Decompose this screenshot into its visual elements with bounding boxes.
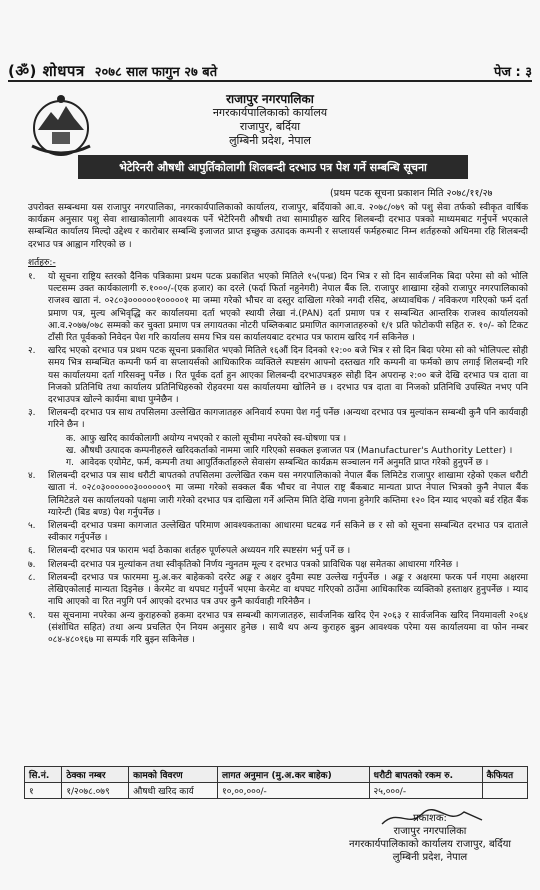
- publisher-block: [330, 812, 530, 864]
- column-header: धरौटी बापतको रकम रु.: [369, 767, 482, 783]
- column-header: कैफियत: [482, 767, 527, 783]
- notice-body: [28, 202, 528, 647]
- condition-item: ९. यस सूचनामा नपरेका अन्य कुराहरुको हकमा दरभाउ पत्र सम्बन्धी कागजातहरु, सार्वजनिक खरिद ऐन २०६३ र सार्वजनिक खरिद नियमावली २०६४ (संशोधित सहित) तथा अन्य प्रचलित ऐन नियम अनुसार हुनेछ । साथै थप अन्य कुराहरु बुझ्न आवश्यक परेमा यस कार्यालयमा वा फोन नम्बर ०८४-४८०१६७ मा सम्पर्क गरि बुझ्न सकिनेछ ।: [28, 610, 528, 645]
- column-header: ठेक्का नम्बर: [62, 767, 129, 783]
- publisher-line: नगरकार्यपालिकाको कार्यालय राजापुर, बर्दिया: [349, 839, 511, 850]
- table-header-row: [25, 767, 528, 783]
- table-cell: औषधी खरिद कार्य: [129, 783, 218, 799]
- office-province: लुम्बिनी प्रदेश, नेपाल: [229, 134, 311, 147]
- office-location: राजापुर, बर्दिया: [239, 120, 301, 133]
- column-header: सि.नं.: [25, 767, 62, 783]
- conditions-title: शर्तहरु:-: [28, 257, 56, 268]
- newspaper-brand: (ॐ) शोधपत्र: [8, 62, 85, 80]
- condition-item: ३. शिलबन्दी दरभाउ पत्र साथ तपसिलमा उल्लेखित कागजातहरु अनिवार्य रुपमा पेश गर्नु पर्नेछ ।अन्यथा दरभाउ पत्र मुल्यांकन सम्बन्धी कुनै पनि कार्यवाही गरिने छैन । क. आफु खरिद कार्यकोलागी अयोग्य नभएको र कालो सूचीमा नपरेको स्व-घोषणा पत्र । ख. औषधी उत्पादक कम्पनीहरुले खरिदकर्ताको नाममा जारि गरिएको सक्कल इजाजत पत्र (Manufacturer's Authority Letter) । ग. आवेदक एयोमेट, फर्म, कम्पनी तथा आपुर्तिकर्ताहरुले सेवासंग सम्बन्धित कार्यक्रम सञ्चालन गर्ने अनुमति प्राप्त गरेको हुनुपर्ने छ ।: [28, 408, 528, 469]
- office-subtitle: नगरकार्यपालिकाको कार्यालय: [212, 106, 328, 119]
- required-documents: [66, 433, 528, 470]
- sub-item: ग. आवेदक एयोमेट, फर्म, कम्पनी तथा आपुर्तिकर्ताहरुले सेवासंग सम्बन्धित कार्यक्रम सञ्चालन गर्ने अनुमति प्राप्त गरेको हुनुपर्ने छ ।: [66, 458, 489, 469]
- conditions-list: [28, 271, 528, 646]
- sub-item: ख. औषधी उत्पादक कम्पनीहरुले खरिदकर्ताको नाममा जारि गरिएको सक्कल इजाजत पत्र (Manufacturer's Authority Letter) ।: [66, 445, 513, 456]
- condition-item: २. खरिद भएको दरभाउ पत्र प्रथम पटक सूचना प्रकाशित भएको मितिले १६औं दिन दिनको १२:०० बजे भित्र र सो दिन बिदा परेमा सो को भोलिपल्ट सोही समय भित्र सम्बन्धित कम्पनी फर्म वा सप्लायर्सको आधिकारिक व्यक्तिले स्पष्टसंग आफ्नो दस्तखत गरि कम्पनी वा फर्मको छाप लगाई शिलबन्दी गरि यस कार्यालयमा दर्ता गरिसक्नु पर्नेछ । रित पूर्वक दर्ता हुन आएका शिलबन्दी दरभाउपत्रहरु सोही दिन अपरान्ह २:०० बजे देखि दरभाउ पत्र दाता वा निजको प्रतिनिधि तथा कार्यालय प्रतिनिधिहरुको रोहवरमा यस कार्यालयमा खोलिने छ । दरभाउ पत्र दाता वा निजको प्रतिनिधि उपस्थित नभए पनि दरभाउपत्र खोल्ने कार्यमा बाधा पुग्नेछैन ।: [28, 346, 528, 406]
- condition-item: ५. शिलबन्दी दरभाउ पत्रमा कागजात उल्लेखित परिमाण आवश्यकताका आधारमा घटबढ गर्न सकिने छ र सो को सूचना सम्बन्धित दरभाउ पत्र दाताले स्वीकार गर्नुपर्नेछ ।: [28, 521, 528, 544]
- condition-item: ६. शिलबन्दी दरभाउ पत्र फाराम भर्दा ठेकाका शर्तहरु पूर्णरुपले अध्ययन गरि स्पष्टसंग भर्नु पर्ने छ ।: [28, 546, 351, 557]
- office-name: राजापुर नगरपालिका: [226, 92, 314, 106]
- government-emblem-icon: [26, 90, 96, 160]
- contract-table: [24, 766, 528, 799]
- publisher-line: राजापुर नगरपालिका: [393, 826, 467, 837]
- table-cell: १०,००,०००/-: [218, 783, 370, 799]
- table-cell: १/२०७८.०७९: [62, 783, 129, 799]
- office-block: [140, 92, 400, 148]
- notice-intro: उपरोक्त सम्बन्धमा यस राजापुर नगरपालिका, नगरकार्यपालिकाको कार्यालय, राजापुर, बर्दियाको आ.व. २०७८/०७९ को पशु सेवा तर्फको स्वीकृत वार्षिक कार्यक्रम अनुसार पशु सेवा शाखाकोलागी आवश्यक पर्ने भेटेरिनरी औषधी तथा सामाग्रीहरु खरिद शिलबन्दी दरभाउ पत्रको माध्यमबाट गर्नुपर्ने भएकाले सम्बन्धित कार्यालय मिल्दो उद्देश्य र कारोबार सम्बन्धि इजाजत प्राप्त इच्छुक उत्पादक कम्पनी र सप्लायर्स फर्महरुबाट निम्न शर्तहरुको अधिनमा रहि शिलबन्दी दरभाउ पत्र आह्वान गरिएको छ ।: [28, 203, 528, 250]
- table-row: [25, 783, 528, 799]
- table-cell: १: [25, 783, 62, 799]
- column-header: लागत अनुमान (मु.अ.कर बाहेक): [218, 767, 370, 783]
- newspaper-header: [8, 62, 532, 82]
- table-cell: २५,०००/-: [369, 783, 482, 799]
- condition-item: ८. शिलबन्दी दरभाउ पत्र फारममा मु.अ.कर बाहेकको दररेट अङ्क र अक्षर दुवैमा स्पष्ट उल्लेख गर्नुपर्नेछ । अङ्क र अक्षरमा फरक पर्न गएमा अक्षरमा लेखिएकोलाई मान्यता दिइनेछ । केरमेट वा थपघट गर्नुपर्ने भएमा केरमेट वा थपघट गरिएको ठाउँमा आधिकारिक व्यक्तिको हस्ताक्षर हुनुपर्नेछ । म्याद नाघि आएको वा रित नपुगि पर्न आएको दरभाउ पत्र उपर कुनै कार्यवाही गरिनेछैन ।: [28, 572, 528, 608]
- column-header: कामको विवरण: [129, 767, 218, 783]
- publication-date: (प्रथम पटक सूचना प्रकाशन मिति २०७८/११/२७: [330, 188, 493, 199]
- sub-item: क. आफु खरिद कार्यकोलागी अयोग्य नभएको र कालो सूचीमा नपरेको स्व-घोषणा पत्र ।: [66, 433, 347, 444]
- condition-item: ७. शिलबन्दी दरभाउ पत्र मुल्यांकन तथा स्वीकृतिको निर्णय न्युनतम मूल्य र दरभाउ पत्रको प्राविधिक पक्ष समेतका आधारमा गरिनेछ ।: [28, 559, 459, 570]
- notice-title: भेटेरिनरी औषधी आपुर्तिकोलागी शिलबन्दी दरभाउ पत्र पेश गर्ने सम्बन्धि सूचना: [78, 155, 468, 179]
- table-cell: [482, 783, 527, 799]
- publisher-line: लुम्बिनी प्रदेश, नेपाल: [392, 852, 468, 863]
- condition-item: १. यो सूचना राष्ट्रिय स्तरको दैनिक पत्रिकामा प्रथम पटक प्रकाशित भएको मितिले १५(पन्ध्र) दिन भित्र र सो दिन सार्वजनिक बिदा परेमा सो को भोलि पल्टसम्म उक्त कार्यकालागी रु.१०००/-(एक हजार) का दरले (फर्दा फिर्ता नहुनेगरी) नेपाल बैंक लि. राजापुर शाखामा रहेको राजापुर नगरपालिकाको राजश्व खाता नं. ०२८०३००००००१०००००१ मा जम्मा गरेको भौचर वा दस्तुर दाखिला गरेको नगदी रसिद, अध्यावधिक / नविकरण गरिएको फर्म दर्ता प्रमाण पत्र, मुल्य अभिवृद्धि कर कार्यालयमा दर्ता भएको स्थायी लेखा नं.(PAN) दर्ता प्रमाण पत्र र सम्बन्धित आन्तरिक राजश्व कार्यालयको आ.व.२०७७/०७८ सम्मको कर चुक्ता प्रमाण पत्र लगायतका नोटरी पब्लिकबाट प्रमाणित कागजातहरुको १/१ प्रति फोटोकपी सहित रु. १०/- को टिकट टाँसी रित पूर्वकको निवेदन पेश गरि कार्यालय समय भित्र यस कार्यालयबाट दरभाउ पत्र फाराम खरिद गर्न सकिनेछ ।: [28, 272, 528, 344]
- publisher-label: प्रकाशक:: [413, 813, 447, 824]
- condition-item: ४. शिलबन्दी दरभाउ पत्र साथ धरौटी बापतको तपसिलमा उल्लेखित रकम यस नगरपालिकाको नेपाल बैंक लिमिटेड राजापुर शाखामा रहेको एकल धरौटी खाता नं. ०२८०३००००००३००००००९ मा जम्मा गरेको सक्कल बैंक भौचर वा नेपाल राष्ट्र बैंकबाट मान्यता प्राप्त नेपाल भित्रको कुनै नेपाल बैंक लिमिटेडले यस कार्यालयको पक्षमा जारी गरेको दरभाउ पत्र दाखिला गर्ने अन्तिम मिति देखि गणना हुनेगरि कम्तिमा १२० दिन म्याद भएको बर्ड रहित बैंक ग्यारेन्टी (बिड बण्ड) पेश गर्नुपर्नेछ ।: [28, 471, 528, 518]
- page-number: पेज : ३: [493, 65, 532, 80]
- newspaper-date: २०७८ साल फागुन २७ बते: [94, 65, 218, 80]
